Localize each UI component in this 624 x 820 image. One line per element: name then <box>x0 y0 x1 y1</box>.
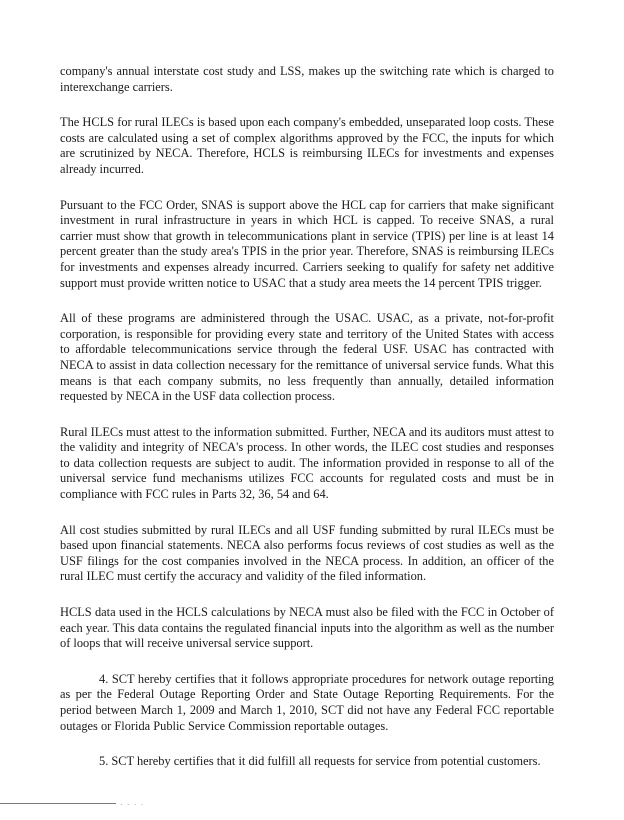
footnote-marks: · · · · <box>120 800 145 809</box>
paragraph-attestation: Rural ILECs must attest to the information submitted. Further, NECA and its auditors must attest to the validity and integrity of NECA's process. In other words, the ILEC cost studies and responses to data collection requests are subject to audit. The information provided in response to all of the universal service fund mechanisms utilizes FCC accounts for regulated costs and must be in compliance with FCC rules in Parts 32, 36, 54 and 64. <box>60 424 554 502</box>
paragraph-item-5-service: 5. SCT hereby certifies that it did fulfill all requests for service from potential customers. <box>99 754 541 769</box>
paragraph-hcls-data: HCLS data used in the HCLS calculations by NECA must also be filed with the FCC in October of each year. This data contains the regulated financial inputs into the algorithm as well as the number of loops that will receive universal service support. <box>60 605 554 651</box>
paragraph-usac: All of these programs are administered through the USAC. USAC, as a private, not-for-profit corporation, is responsible for providing every state and territory of the United States with access to affordable telecommunications service through the federal USF. USAC has contracted with NECA to assist in data collection necessary for the remittance of universal service funds. What this means is that each company submits, no less frequently than annually, detailed information requested by NECA in the USF data collection process. <box>60 311 554 404</box>
paragraph-item-4-outage: 4. SCT hereby certifies that it follows appropriate procedures for network outage reporting as per the Federal Outage Reporting Order and State Outage Reporting Requirements. For the period between March 1, 2009 and March 1, 2010, SCT did not have any Federal FCC reportable outages or Florida Public Service Commission reportable outages. <box>60 671 554 733</box>
paragraph-cost-studies: All cost studies submitted by rural ILECs and all USF funding submitted by rural ILECs must be based upon financial statements. NECA also performs focus reviews of cost studies as well as the USF filings for the cost companies involved in the NECA process. In addition, an officer of the rural ILEC must certify the accuracy and validity of the filed information. <box>60 522 554 584</box>
paragraph-hcls: The HCLS for rural ILECs is based upon each company's embedded, unseparated loop costs. These costs are calculated using a set of complex algorithms approved by the FCC, the inputs for which are scrutinized by NECA. Therefore, HCLS is reimbursing ILECs for investments and expenses already incurred. <box>60 115 554 176</box>
paragraph-switching-rate: company's annual interstate cost study and LSS, makes up the switching rate which is charged to interexchange carriers. <box>60 64 554 94</box>
footnote-separator-line <box>0 803 116 804</box>
paragraph-snas: Pursuant to the FCC Order, SNAS is support above the HCL cap for carriers that make significant investment in rural infrastructure in years in which HCL is capped. To receive SNAS, a rural carrier must show that growth in telecommunications plant in service (TPIS) per line is at least 14 percent greater than the study area's TPIS in the prior year. Therefore, SNAS is reimbursing ILECs for investments and expenses already incurred. Carriers seeking to qualify for safety net additive support must provide written notice to USAC that a study area meets the 14 percent TPIS trigger. <box>60 197 554 290</box>
document-page <box>60 64 554 790</box>
